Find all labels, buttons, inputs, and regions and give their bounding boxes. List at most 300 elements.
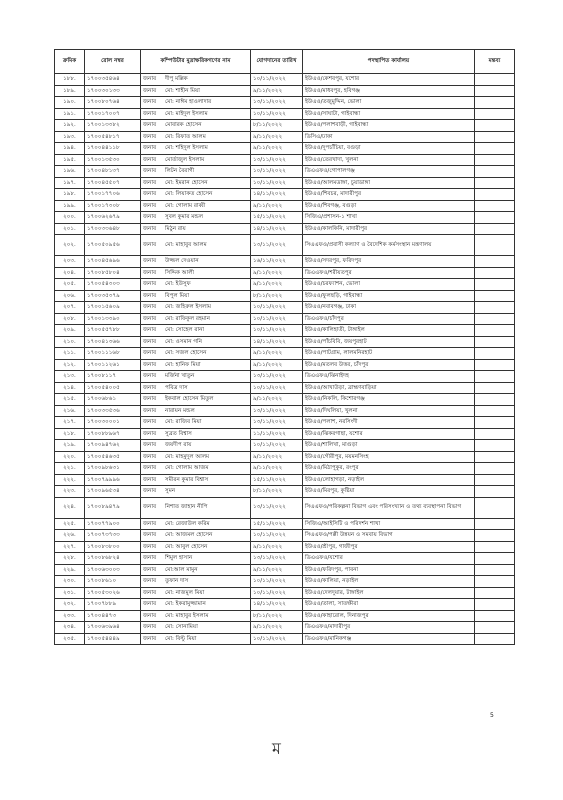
office-text: সিএএফও/পরিকল্পনা বিভাগ এবং পরিসংখ্যান ও তথ্য ব্যবস্থাপনা বিভাগ (305, 504, 462, 510)
title-text: জনাব (143, 76, 157, 83)
name-text: মর্জিনা খাতুন (165, 373, 195, 380)
table-row (55, 564, 515, 576)
serial-cell (55, 290, 85, 302)
roll-cell (85, 440, 141, 452)
serial-text: ১৯৮. (63, 191, 76, 198)
date-cell (251, 622, 303, 634)
name-cell (141, 359, 251, 371)
table-row (55, 497, 515, 518)
serial-text: ২০০. (63, 214, 76, 221)
name-text: মোবারক হোসেন (165, 122, 202, 129)
name-cell (141, 108, 251, 120)
remarks-cell (475, 200, 515, 212)
serial-cell (55, 212, 85, 224)
date-cell (251, 189, 303, 201)
serial-cell (55, 74, 85, 86)
serial-cell (55, 108, 85, 120)
roll-cell (85, 154, 141, 166)
roll-cell (85, 348, 141, 360)
roll-text: ১৭০০৮০৭৬৪ (87, 99, 120, 106)
title-text: জনাব (143, 179, 157, 186)
serial-text: ১৯২. (63, 122, 76, 129)
table-row (55, 154, 515, 166)
serial-text: ২২৪. (63, 504, 76, 510)
serial-cell (55, 154, 85, 166)
title-text: জনাব (143, 315, 157, 322)
remarks-cell (475, 371, 515, 383)
office-text: ইউএও/পলাশ, নরসিংদী (305, 419, 358, 426)
name-cell (141, 131, 251, 143)
office-text: ডিএএফও/চাঁদপুর (305, 315, 344, 322)
table-row (55, 143, 515, 155)
roll-cell (85, 463, 141, 475)
office-cell (303, 474, 475, 486)
name-text: মো: মাহাবুব আলম (165, 241, 207, 248)
office-text: ডিএএফও/যশোর (305, 555, 343, 562)
name-cell (141, 486, 251, 498)
office-cell (303, 223, 475, 235)
date-cell (251, 394, 303, 406)
serial-text: ২১০. (63, 338, 76, 345)
date-cell (251, 428, 303, 440)
remarks-cell (475, 74, 515, 86)
serial-cell (55, 177, 85, 189)
roll-cell (85, 212, 141, 224)
name-text: মো: মাহাবুর ইসলাম (165, 612, 209, 619)
date-text: ৯/১১/২০২২ (253, 133, 283, 140)
roll-text: ১৭০০১৩৩৯০ (87, 315, 120, 322)
serial-cell (55, 428, 85, 440)
remarks-cell (475, 622, 515, 634)
office-cell (303, 394, 475, 406)
name-text: মো: ওসমান গনি (165, 338, 202, 345)
title-text: জনাব (143, 532, 157, 539)
roll-text: ১৭০০৩৩৬৪৮ (87, 225, 120, 232)
table-row (55, 302, 515, 314)
office-cell (303, 108, 475, 120)
title-text: জনাব (143, 191, 157, 198)
title-text: জনাব (143, 612, 157, 619)
remarks-cell (475, 474, 515, 486)
title-text: জনাব (143, 202, 157, 209)
table-row (55, 440, 515, 452)
serial-text: ১৯৫. (63, 156, 76, 163)
name-text: মো: ইমরান হোসেন (165, 179, 208, 186)
serial-cell (55, 541, 85, 553)
table-row (55, 359, 515, 371)
name-text: ইকবাল হোসেন মিতুল (165, 396, 214, 403)
remarks-cell (475, 576, 515, 588)
roll-text: ১৭০০৮১১৭ (87, 373, 117, 380)
remarks-cell (475, 223, 515, 235)
roll-text: ১৭০০১৫৬০৯ (87, 304, 120, 311)
date-text: ৯/১১/২০২২ (253, 543, 283, 550)
date-cell (251, 223, 303, 235)
date-cell (251, 313, 303, 325)
date-cell (251, 131, 303, 143)
name-cell (141, 279, 251, 291)
title-text: জনাব (143, 258, 157, 265)
remarks-cell (475, 290, 515, 302)
title-text: জনাব (143, 292, 157, 299)
name-cell (141, 235, 251, 256)
name-cell (141, 223, 251, 235)
serial-text: ২০৭. (63, 304, 76, 311)
date-text: ১৬/১১/২০২২ (253, 258, 286, 265)
table-header-row (55, 50, 515, 74)
office-cell (303, 587, 475, 599)
office-cell (303, 371, 475, 383)
name-cell (141, 371, 251, 383)
name-cell (141, 267, 251, 279)
name-text: মোর্তাজুল ইসলাম (165, 156, 205, 163)
title-text: জনাব (143, 87, 157, 94)
remarks-cell (475, 85, 515, 97)
date-cell (251, 302, 303, 314)
name-cell (141, 451, 251, 463)
title-text: জনাব (143, 476, 157, 483)
serial-cell (55, 417, 85, 429)
title-text: জনাব (143, 566, 157, 573)
roll-text: ১৭০০৮৬১০ (87, 578, 117, 585)
name-text: মো: জহিরুল ইসলাম (165, 304, 211, 311)
name-cell (141, 622, 251, 634)
roll-cell (85, 131, 141, 143)
serial-cell (55, 610, 85, 622)
table-row (55, 587, 515, 599)
date-text: ৮/১১/২০২২ (253, 292, 283, 299)
office-text: ডিএএফও/মাদারীপুর (305, 624, 351, 631)
date-text: ১৩/১১/২০২২ (253, 407, 286, 414)
roll-cell (85, 599, 141, 611)
date-cell (251, 212, 303, 224)
date-text: ৯/১১/২০২২ (253, 361, 283, 368)
roll-cell (85, 610, 141, 622)
table-row (55, 97, 515, 109)
serial-cell (55, 463, 85, 475)
office-text: সিএএফও/প্রবাসী কল্যাণ ও বৈদেশিক কর্মসংস্থান মন্ত্রণালয় (305, 241, 432, 248)
header-remarks: মন্তব্য (475, 50, 515, 74)
name-text: মো: রাফিকুল রহমান (165, 315, 210, 322)
office-cell (303, 143, 475, 155)
name-cell (141, 497, 251, 518)
table-row (55, 474, 515, 486)
name-text: সুমন (165, 488, 176, 495)
office-text: ইউএও/কেশবপুর, যশোর (305, 76, 360, 83)
remarks-cell (475, 348, 515, 360)
office-text: ইউএও/কাহারোল, দিনাজপুর (305, 612, 369, 619)
date-text: ১০/১১/২০২২ (253, 589, 286, 596)
table-row (55, 336, 515, 348)
name-text: মো: শহিদুল ইসলাম (165, 145, 208, 152)
name-cell (141, 440, 251, 452)
table-row (55, 622, 515, 634)
date-text: ১৩/১১/২০২২ (253, 419, 286, 426)
office-cell (303, 610, 475, 622)
office-text: ইউএও/দিঘলিয়া, খুলনা (305, 407, 358, 414)
title-text: জনাব (143, 99, 157, 106)
date-text: ১০/১১/২০২২ (253, 315, 286, 322)
serial-text: ২২৩. (63, 488, 76, 495)
roll-cell (85, 256, 141, 268)
roll-cell (85, 290, 141, 302)
office-cell (303, 235, 475, 256)
office-cell (303, 633, 475, 645)
title-text: জনাব (143, 453, 157, 460)
title-text: জনাব (143, 327, 157, 334)
office-cell (303, 336, 475, 348)
remarks-cell (475, 235, 515, 256)
title-text: জনাব (143, 281, 157, 288)
date-cell (251, 518, 303, 530)
roll-cell (85, 85, 141, 97)
roll-text: ১৭০০৫৪০০৫ (87, 384, 120, 391)
remarks-cell (475, 610, 515, 622)
name-cell (141, 463, 251, 475)
serial-text: ২৩১. (63, 589, 76, 596)
table-row (55, 463, 515, 475)
table-row (55, 371, 515, 383)
office-text: সিএএফও/পল্লী উন্নয়ন ও সমবায় বিভাগ (305, 532, 393, 539)
name-cell (141, 336, 251, 348)
serial-text: ২৩৪. (63, 624, 76, 631)
office-text: ইউএও/তেরখাদা, খুলনা (305, 156, 359, 163)
date-cell (251, 405, 303, 417)
serial-cell (55, 131, 85, 143)
serial-text: ১৮৯. (63, 87, 76, 94)
name-cell (141, 587, 251, 599)
date-cell (251, 290, 303, 302)
remarks-cell (475, 131, 515, 143)
serial-text: ২৩০. (63, 578, 76, 585)
roll-text: ১৭০০১১২৬১ (87, 361, 120, 368)
remarks-cell (475, 256, 515, 268)
office-cell (303, 97, 475, 109)
name-cell (141, 74, 251, 86)
office-text: ইউএও/নবাবগঞ্জ, ঢাকা (305, 304, 357, 311)
date-text: ১০/১১/২০২২ (253, 578, 286, 585)
name-text: মো: মাহমুদুল আলম (165, 453, 210, 460)
title-text: জনাব (143, 504, 157, 510)
title-text: জনাব (143, 133, 157, 140)
roll-text: ১৭০০৩৩৫৩৬ (87, 407, 120, 414)
header-serial: ক্রমিক (55, 50, 85, 74)
roll-cell (85, 189, 141, 201)
serial-text: ১৯১. (63, 110, 76, 117)
roll-text: ১৭০০৪৫৬৯৬ (87, 258, 120, 265)
remarks-cell (475, 279, 515, 291)
remarks-cell (475, 325, 515, 337)
name-text: সুবল কুমার মন্ডল (165, 214, 203, 221)
name-cell (141, 394, 251, 406)
table-row (55, 212, 515, 224)
table-row (55, 279, 515, 291)
roll-text: ১৭০০৭৮৮৯ (87, 601, 117, 608)
title-text: জনাব (143, 624, 157, 631)
roll-cell (85, 279, 141, 291)
title-text: জনাব (143, 361, 157, 368)
serial-text: ২৩৫. (63, 635, 76, 642)
name-text: জয়দীপ রায় (165, 442, 192, 449)
office-text: ডিসিএ/ঢাকা (305, 133, 333, 140)
name-text: মো: হানিফ মিয়া (165, 361, 201, 368)
remarks-cell (475, 428, 515, 440)
office-cell (303, 131, 475, 143)
serial-cell (55, 85, 85, 97)
name-cell (141, 143, 251, 155)
date-cell (251, 74, 303, 86)
office-cell (303, 325, 475, 337)
name-cell (141, 553, 251, 565)
office-text: ইউএও/দেলদুয়ার, টাঙ্গাইল (305, 589, 364, 596)
remarks-cell (475, 394, 515, 406)
date-text: ১৩/১১/২০২২ (253, 241, 286, 248)
title-text: জনাব (143, 419, 157, 426)
title-text: জনাব (143, 110, 157, 117)
name-cell (141, 212, 251, 224)
remarks-cell (475, 518, 515, 530)
table-row (55, 131, 515, 143)
table-row (55, 166, 515, 178)
name-text: সমীরন কুমার বিশ্বাস (165, 476, 209, 483)
office-text: ডিএএফও/গোপালগঞ্জ (305, 168, 355, 175)
title-text: জনাব (143, 465, 157, 472)
remarks-cell (475, 541, 515, 553)
serial-text: ১৯৬. (63, 168, 76, 175)
roll-cell (85, 428, 141, 440)
roll-cell (85, 530, 141, 542)
name-text: মো: সোনামিয়া (165, 624, 198, 631)
serial-text: ১৯৯. (63, 202, 76, 209)
office-cell (303, 120, 475, 132)
roll-text: ১৭০০৯৮৬৩১ (87, 465, 120, 472)
header-office: পদস্থাপিত কার্যালয় (303, 50, 475, 74)
roll-cell (85, 474, 141, 486)
office-cell (303, 405, 475, 417)
serial-cell (55, 120, 85, 132)
roll-text: ১৭০০৪৫৫০৭ (87, 179, 120, 186)
office-cell (303, 497, 475, 518)
roll-cell (85, 497, 141, 518)
office-text: ইউএও/ঝিকরগাছা, যশোর (305, 430, 363, 437)
table-row (55, 518, 515, 530)
table-row (55, 267, 515, 279)
remarks-cell (475, 440, 515, 452)
serial-text: ২০৫. (63, 281, 76, 288)
roll-cell (85, 576, 141, 588)
date-cell (251, 279, 303, 291)
roll-cell (85, 166, 141, 178)
roll-text: ১৭০০৫৪৩০৩ (87, 281, 120, 288)
date-cell (251, 325, 303, 337)
roll-cell (85, 486, 141, 498)
office-cell (303, 279, 475, 291)
office-cell (303, 348, 475, 360)
date-cell (251, 108, 303, 120)
serial-cell (55, 394, 85, 406)
date-cell (251, 235, 303, 256)
title-text: জনাব (143, 214, 157, 221)
appointment-table (54, 49, 515, 645)
title-text: জনাব (143, 555, 157, 562)
table-row (55, 85, 515, 97)
serial-cell (55, 405, 85, 417)
name-text: সুব্রত বিশ্বাস (165, 430, 192, 437)
date-cell (251, 599, 303, 611)
date-text: ১৩/১১/২০২২ (253, 504, 286, 510)
table-row (55, 290, 515, 302)
roll-cell (85, 74, 141, 86)
date-cell (251, 633, 303, 645)
table-row (55, 417, 515, 429)
remarks-cell (475, 497, 515, 518)
office-text: ইউএও/আখাউড়া, ব্রাহ্মণবাড়িয়া (305, 384, 377, 391)
table-row (55, 348, 515, 360)
serial-cell (55, 267, 85, 279)
roll-text: ১৭০০৫৩০২৬ (87, 589, 120, 596)
title-text: জনাব (143, 543, 157, 550)
roll-cell (85, 405, 141, 417)
office-text: সিজিএ/আইসিটি ও পরিদর্শন শাখা (305, 520, 381, 527)
roll-cell (85, 313, 141, 325)
date-cell (251, 143, 303, 155)
office-cell (303, 463, 475, 475)
date-text: ১৪/১১/২০২২ (253, 225, 286, 232)
roll-cell (85, 587, 141, 599)
office-text: ইউএও/সাঘাটা, গাইবান্ধা (305, 110, 361, 117)
serial-text: ২১৬. (63, 407, 76, 414)
table-row (55, 313, 515, 325)
office-cell (303, 267, 475, 279)
remarks-cell (475, 336, 515, 348)
date-text: ১৫/১১/২০২২ (253, 214, 286, 221)
serial-cell (55, 313, 85, 325)
office-text: ইউএও/মিরপুর, কুষ্টিয়া (305, 488, 355, 495)
title-text: জনাব (143, 488, 157, 495)
date-text: ১০/১১/২০২২ (253, 327, 286, 334)
date-text: ৮/১১/২০২২ (253, 122, 283, 129)
date-text: ৯/১১/২০২২ (253, 465, 283, 472)
name-text: মো: আজমল হোসেন (165, 532, 213, 539)
name-cell (141, 97, 251, 109)
table-row (55, 428, 515, 440)
office-cell (303, 541, 475, 553)
name-cell (141, 200, 251, 212)
office-cell (303, 359, 475, 371)
serial-text: ১৯৭. (63, 179, 76, 186)
remarks-cell (475, 587, 515, 599)
serial-cell (55, 486, 85, 498)
serial-cell (55, 279, 85, 291)
office-text: ইউএও/মাধবপুর, হবিগঞ্জ (305, 87, 361, 94)
remarks-cell (475, 177, 515, 189)
table-row (55, 189, 515, 201)
roll-cell (85, 451, 141, 463)
date-cell (251, 474, 303, 486)
remarks-cell (475, 166, 515, 178)
date-cell (251, 371, 303, 383)
remarks-cell (475, 633, 515, 645)
table-row (55, 382, 515, 394)
office-text: ইউএও/পাঁচবিবি, জয়পুরহাট (305, 338, 367, 345)
name-cell (141, 290, 251, 302)
office-text: ডিএএফও/ঝিনাইদহ (305, 373, 349, 380)
office-text: ইউএও/সদরপুর, ফরিদপুর (305, 258, 362, 265)
title-text: জনাব (143, 520, 157, 527)
office-text: ডিএএফও/মানিকগঞ্জ (305, 635, 352, 642)
name-cell (141, 154, 251, 166)
header-roll: রোল নম্বর (85, 50, 141, 74)
